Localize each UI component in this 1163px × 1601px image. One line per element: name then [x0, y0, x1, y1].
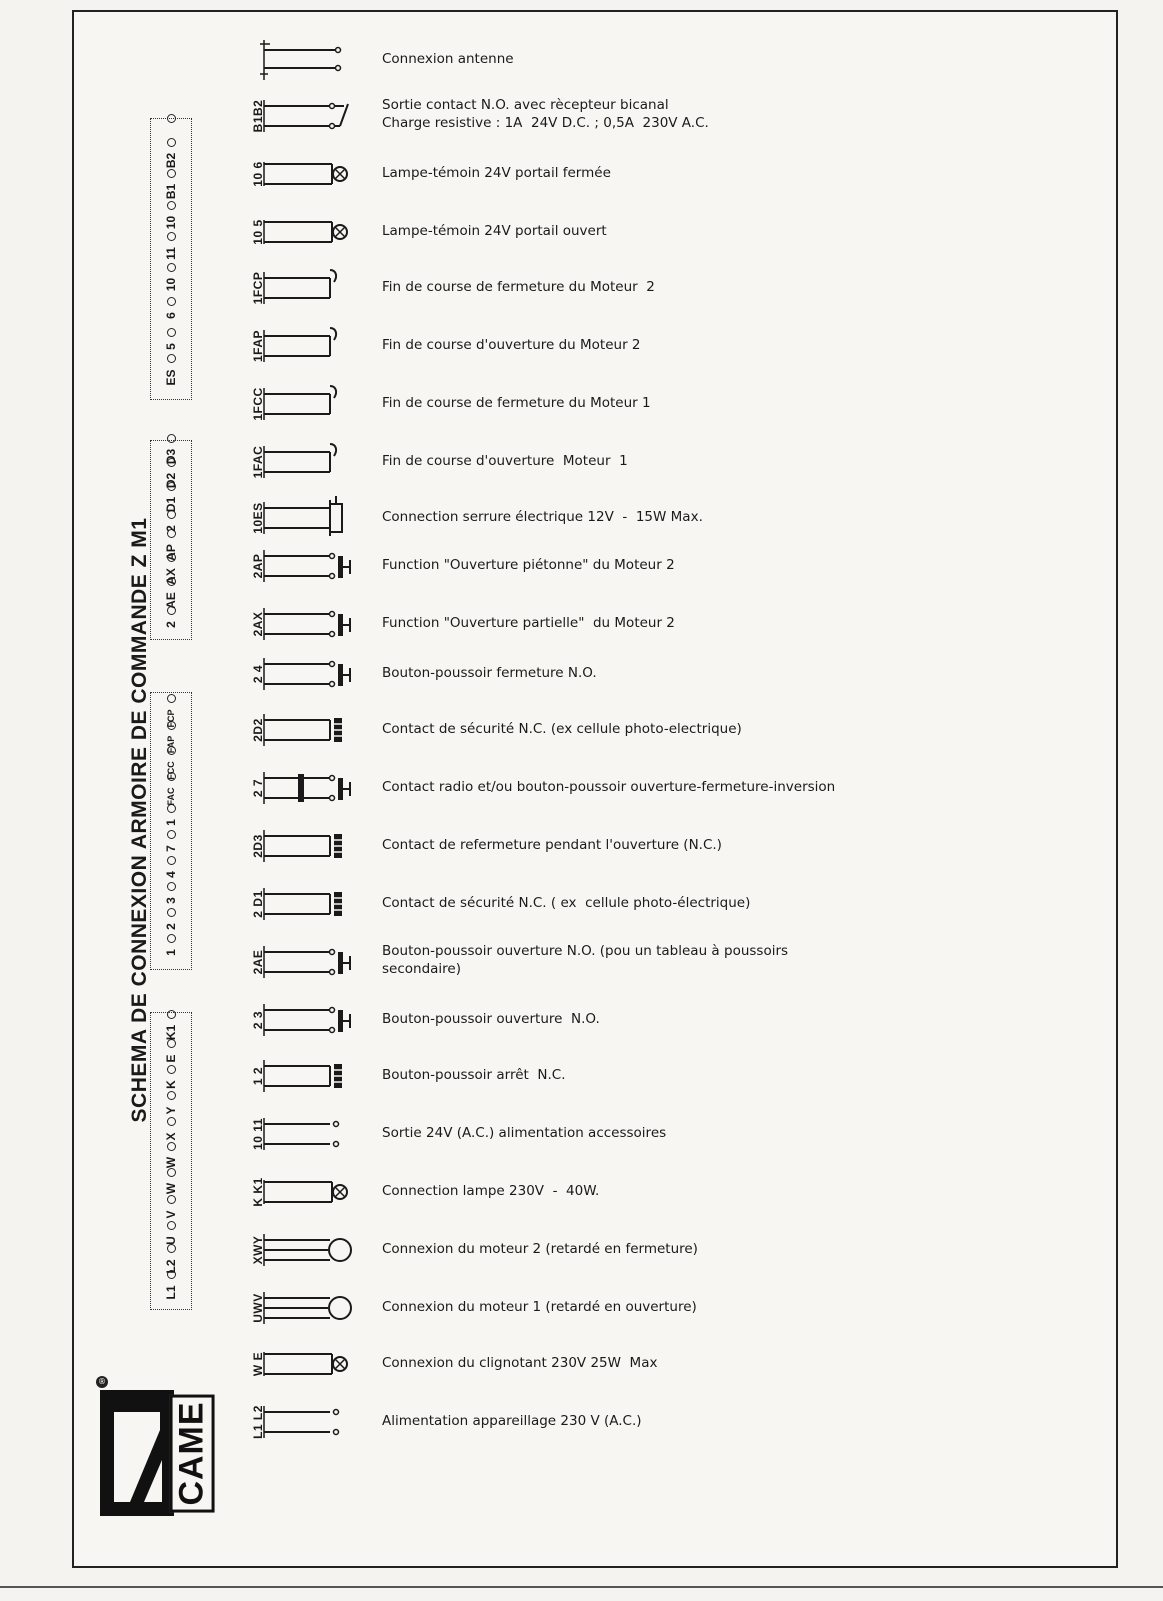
connection-row	[0, 992, 1163, 1048]
connection-description: Sortie 24V (A.C.) alimentation accessoires	[382, 1125, 667, 1141]
terminal-name: 2	[164, 525, 178, 532]
connection-row	[0, 646, 1163, 702]
connection-row	[0, 596, 1163, 652]
came-logo	[100, 1390, 211, 1516]
connection-terminal-label: 10 5	[251, 219, 265, 245]
registered-mark: ®	[98, 1377, 106, 1386]
connection-terminal-label: 1FCP	[251, 271, 265, 305]
connection-description: Sortie contact N.O. avec rècepteur bicanal Charge resistive : 1A 24V D.C. ; 0,5A 230V A.C.	[382, 97, 709, 131]
terminal-name: V	[164, 1210, 178, 1219]
connection-row	[0, 146, 1163, 202]
connection-description: Bouton-poussoir ouverture N.O.	[382, 1011, 600, 1027]
connection-description: Contact de sécurité N.C. (ex cellule photo-electrique)	[382, 721, 742, 737]
connection-row	[0, 1048, 1163, 1104]
terminal-name: D2	[164, 472, 178, 489]
terminal-name: 2	[164, 621, 178, 628]
terminal-name: AP	[164, 544, 178, 561]
terminal-name: D3	[164, 448, 178, 465]
connection-description: Contact de refermeture pendant l'ouverture (N.C.)	[382, 837, 722, 853]
connection-row	[0, 760, 1163, 816]
page-bottom-rule	[0, 1586, 1163, 1588]
contact-nc-icon	[260, 822, 370, 870]
terminal-name: 7	[164, 845, 178, 852]
terminal-name: FCC	[166, 761, 176, 780]
connection-terminal-label: 2 4	[251, 664, 265, 684]
lamp-icon	[260, 208, 370, 256]
terminal-name: K	[164, 1080, 178, 1089]
connection-description: Function "Ouverture partielle" du Moteur 2	[382, 615, 675, 631]
connection-row	[0, 876, 1163, 932]
terminal-name: L2	[164, 1259, 178, 1274]
pushbutton-no-icon	[260, 650, 370, 698]
connection-terminal-label: 10 11	[251, 1118, 265, 1150]
connection-terminal-label: K K1	[251, 1177, 265, 1207]
terminal-name: 1	[164, 949, 178, 956]
connection-terminal-label: 1FCC	[251, 387, 265, 421]
contact-no-icon	[260, 92, 370, 140]
diagram-title: SCHEMA DE CONNEXION ARMOIRE DE COMMANDE Z M1	[128, 517, 151, 1123]
output-terminals-icon	[260, 1110, 370, 1158]
terminal-name: D1	[164, 496, 178, 513]
terminal-name: U	[164, 1236, 178, 1245]
connection-description: Contact de sécurité N.C. ( ex cellule photo-électrique)	[382, 895, 751, 911]
connection-description: Bouton-poussoir fermeture N.O.	[382, 665, 597, 681]
connection-terminal-label: XWY	[251, 1235, 265, 1265]
connection-row	[0, 318, 1163, 374]
connection-terminal-label: 2 3	[251, 1010, 265, 1030]
contact-nc-icon	[260, 706, 370, 754]
contact-nc-icon	[260, 1052, 370, 1100]
limit-switch-icon	[260, 438, 370, 486]
radio-pushbutton-icon	[260, 764, 370, 812]
connection-terminal-label: 1 2	[251, 1066, 265, 1086]
connection-row	[0, 204, 1163, 260]
connection-description: Connection serrure électrique 12V - 15W Max.	[382, 509, 703, 525]
connection-row	[0, 934, 1163, 990]
connection-description: Contact radio et/ou bouton-poussoir ouverture-fermeture-inversion	[382, 779, 836, 795]
connection-row	[0, 1106, 1163, 1162]
terminal-name: 4	[164, 871, 178, 878]
connection-terminal-label: 2 D1	[251, 890, 265, 918]
connection-description: Bouton-poussoir arrêt N.C.	[382, 1067, 566, 1083]
output-terminals-icon	[260, 1398, 370, 1446]
connection-row	[0, 818, 1163, 874]
pushbutton-no-icon	[260, 938, 370, 986]
connection-terminal-label: W E	[251, 1351, 265, 1377]
connection-description: Connexion du clignotant 230V 25W Max	[382, 1355, 658, 1371]
connection-terminal-label: 1FAC	[251, 445, 265, 479]
connection-row	[0, 1336, 1163, 1392]
connection-row	[0, 702, 1163, 758]
connection-description: Alimentation appareillage 230 V (A.C.)	[382, 1413, 642, 1429]
connection-row	[0, 88, 1163, 144]
connection-terminal-label: UWV	[251, 1293, 265, 1323]
limit-switch-icon	[260, 322, 370, 370]
lamp-icon	[260, 150, 370, 198]
terminal-name: E	[164, 1054, 178, 1063]
connection-terminal-label: B1B2	[251, 99, 265, 133]
connection-terminal-label: 2D3	[251, 834, 265, 858]
pushbutton-no-icon	[260, 600, 370, 648]
lamp-icon	[260, 1340, 370, 1388]
motor-icon	[260, 1284, 370, 1332]
connection-row	[0, 32, 1163, 88]
terminal-name: 10	[164, 215, 178, 230]
connection-row	[0, 434, 1163, 490]
terminal-name: 5	[164, 343, 178, 350]
pushbutton-no-icon	[260, 542, 370, 590]
terminal-name: ES	[164, 369, 178, 386]
terminal-name: X	[164, 1132, 178, 1141]
connection-row	[0, 538, 1163, 594]
connection-description: Fin de course de fermeture du Moteur 1	[382, 395, 651, 411]
terminal-name: 10	[164, 277, 178, 292]
terminal-name: W	[164, 1156, 178, 1169]
contact-nc-icon	[260, 880, 370, 928]
connection-terminal-label: 2D2	[251, 718, 265, 742]
connection-terminal-label: 1FAP	[251, 330, 265, 363]
terminal-name: FAC	[166, 787, 176, 806]
motor-icon	[260, 1226, 370, 1274]
terminal-name: AE	[164, 592, 178, 609]
connection-description: Function "Ouverture piétonne" du Moteur 2	[382, 557, 675, 573]
connection-terminal-label: 2 7	[251, 778, 265, 798]
terminal-name: L1	[164, 1285, 178, 1300]
antenna-icon	[260, 36, 370, 84]
lamp-icon	[260, 1168, 370, 1216]
terminal-name: 11	[164, 247, 178, 260]
terminal-name: K1	[164, 1024, 178, 1041]
connection-description: Connection lampe 230V - 40W.	[382, 1183, 600, 1199]
connection-row	[0, 1280, 1163, 1336]
connection-terminal-label: 10 6	[251, 161, 265, 187]
connection-description: Bouton-poussoir ouverture N.O. (pou un tableau à poussoirs secondaire)	[382, 943, 789, 977]
pushbutton-no-icon	[260, 996, 370, 1044]
terminal-name: 1	[164, 819, 178, 826]
connection-description: Fin de course d'ouverture Moteur 1	[382, 453, 628, 469]
terminal-name: W	[164, 1182, 178, 1195]
connection-description: Lampe-témoin 24V portail fermée	[382, 165, 611, 181]
connection-description: Fin de course d'ouverture du Moteur 2	[382, 337, 641, 353]
connection-row	[0, 1222, 1163, 1278]
connection-row	[0, 260, 1163, 316]
connection-description: Lampe-témoin 24V portail ouvert	[382, 223, 607, 239]
connection-row	[0, 376, 1163, 432]
connection-terminal-label: 10ES	[251, 502, 265, 534]
logo-text: CAME	[170, 1394, 215, 1512]
connection-terminal-label: 2AP	[251, 553, 265, 579]
electric-lock-icon	[260, 494, 370, 542]
terminal-name: B1	[164, 183, 178, 200]
connection-terminal-label: L1 L2	[251, 1405, 265, 1439]
terminal-name: B2	[164, 152, 178, 169]
terminal-name: Y	[164, 1106, 178, 1115]
limit-switch-icon	[260, 380, 370, 428]
terminal-name: FCP	[166, 709, 176, 728]
connection-description: Fin de course de fermeture du Moteur 2	[382, 279, 655, 295]
connection-description: Connexion du moteur 1 (retardé en ouverture)	[382, 1299, 697, 1315]
connection-description: Connexion du moteur 2 (retardé en fermeture)	[382, 1241, 698, 1257]
terminal-name: 6	[164, 312, 178, 319]
terminal-name: FAP	[166, 735, 176, 754]
connection-row	[0, 1164, 1163, 1220]
terminal-name: 2	[164, 923, 178, 930]
connection-terminal-label: 2AE	[251, 949, 265, 975]
connection-description: Connexion antenne	[382, 51, 514, 67]
limit-switch-icon	[260, 264, 370, 312]
logo-mark	[100, 1390, 174, 1516]
connection-terminal-label: 2AX	[251, 611, 265, 637]
terminal-name: 3	[164, 897, 178, 904]
terminal-name: AX	[164, 568, 178, 585]
